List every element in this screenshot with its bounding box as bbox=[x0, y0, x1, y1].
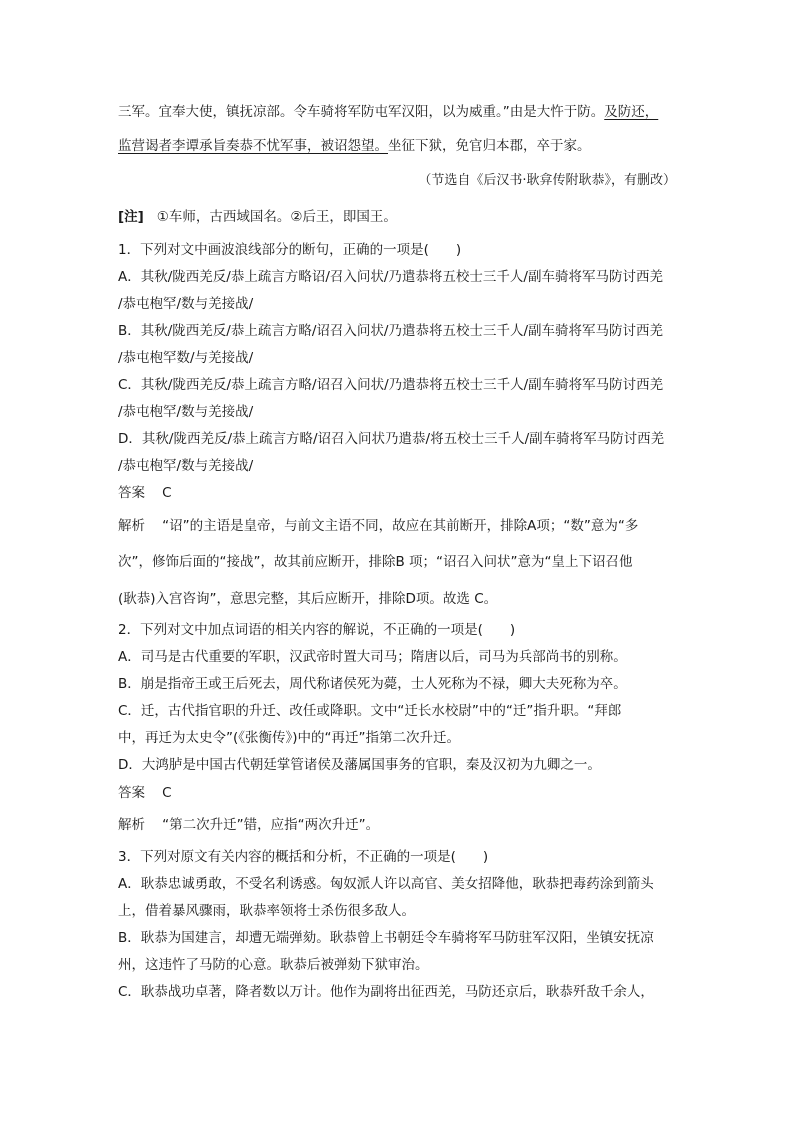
q1-answer bbox=[118, 483, 172, 503]
q3-option-b: B．耿恭为国建言，却遭无端弹劾。耿恭曾上书朝廷令车骑将军马防驻军汉阳，坐镇安抚凉 bbox=[118, 930, 654, 946]
q3-option-a-cont: 上，借着暴风骤雨，耿恭率领将士杀伤很多敌人。 bbox=[118, 903, 415, 919]
q3-stem: 3．下列对原文有关内容的概括和分析，不正确的一项是( ) bbox=[118, 849, 489, 865]
passage-text: 坐征下狱，免官归本郡，卒于家。 bbox=[388, 138, 591, 154]
passage-line-1 bbox=[118, 102, 658, 122]
analysis-label: 解析 bbox=[118, 518, 145, 534]
q1-analysis-3: (耿恭)入宫咨询”，意思完整，其后应断开，排除D项。故选 C。 bbox=[118, 591, 498, 607]
note-label: [注] bbox=[118, 209, 144, 225]
note-line bbox=[118, 207, 397, 227]
source-citation: （节选自《后汉书·耿弇传附耿恭》，有删改） bbox=[418, 173, 676, 188]
q2-option-b: B．崩是指帝王或王后死去，周代称诸侯死为薨，士人死称为不禄，卿大夫死称为卒。 bbox=[118, 676, 627, 692]
underlined-text: 及防还， bbox=[604, 104, 659, 120]
q3-option-b-cont: 州，这违忤了马防的心意。耿恭后被弹劾下狱审治。 bbox=[118, 957, 429, 973]
q1-stem: 1．下列对文中画波浪线部分的断句，正确的一项是( ) bbox=[118, 242, 462, 258]
q2-option-a: A．司马是古代重要的军职，汉武帝时置大司马；隋唐以后，司马为兵部尚书的别称。 bbox=[118, 649, 627, 665]
q1-analysis-1 bbox=[118, 516, 638, 536]
q2-answer bbox=[118, 783, 172, 803]
answer-value: C bbox=[162, 785, 172, 801]
q1-option-d: D．其秋/陇西羌反/恭上疏言方略/诏召入问状乃遣恭/将五校士三千人/副车骑将军马防讨西羌 bbox=[118, 431, 665, 447]
q2-option-c: C．迁，古代指官职的升迁、改任或降职。文中“迁长水校尉”中的“迁”指升职。“拜郎 bbox=[118, 703, 622, 719]
q1-analysis-2: 次”，修饰后面的“接战”，故其前应断开，排除B 项；“诏召入问状”意为“皇上下诏召他 bbox=[118, 554, 633, 570]
q1-option-b: B．其秋/陇西羌反/恭上疏言方略/诏召入问状/乃遣恭将五校士三千人/副车骑将军马防讨西羌 bbox=[118, 323, 664, 339]
analysis-text: “第二次升迁”错，应指“两次升迁”。 bbox=[162, 817, 380, 833]
analysis-label: 解析 bbox=[118, 817, 145, 833]
note-text: ①车师，古西域国名。②后王，即国王。 bbox=[156, 209, 397, 225]
answer-label: 答案 bbox=[118, 785, 145, 801]
q1-option-a-cont: /恭屯枹罕/数与羌接战/ bbox=[118, 296, 254, 312]
underlined-text: 监营谒者李谭承旨奏恭不忧军事，被诏怨望。 bbox=[118, 138, 388, 154]
q2-option-c-cont: 中，再迁为太史令”(《张衡传》)中的“再迁”指第二次升迁。 bbox=[118, 730, 461, 746]
q2-analysis bbox=[118, 815, 379, 835]
q1-option-b-cont: /恭屯枹罕数/与羌接战/ bbox=[118, 350, 254, 366]
passage-line-2 bbox=[118, 136, 591, 156]
answer-value: C bbox=[162, 485, 172, 501]
q1-option-d-cont: /恭屯枹罕/数与羌接战/ bbox=[118, 458, 254, 474]
analysis-text: “诏”的主语是皇帝，与前文主语不同，故应在其前断开，排除A项；“数”意为“多 bbox=[162, 518, 639, 534]
q3-option-c: C．耿恭战功卓著，降者数以万计。他作为副将出征西羌，马防还京后，耿恭歼敌千余人， bbox=[118, 984, 654, 1000]
q3-option-a: A．耿恭忠诚勇敢，不受名利诱惑。匈奴派人许以高官、美女招降他，耿恭把毒药涂到箭头 bbox=[118, 876, 654, 892]
q2-option-d: D．大鸿胪是中国古代朝廷掌管诸侯及藩属国事务的官职，秦及汉初为九卿之一。 bbox=[118, 757, 601, 773]
q2-stem: 2．下列对文中加点词语的相关内容的解说，不正确的一项是( ) bbox=[118, 622, 516, 638]
answer-label: 答案 bbox=[118, 485, 145, 501]
passage-text: 三军。宜奉大使，镇抚凉部。令车骑将军防屯军汉阳，以为威重。”由是大忤于防。 bbox=[118, 104, 605, 120]
q1-option-a: A．其秋/陇西羌反/恭上疏言方略诏/召入问状/乃遣恭将五校士三千人/副车骑将军马防讨西羌 bbox=[118, 269, 663, 285]
q1-option-c: C．其秋/陇西羌反/恭上疏言方略/诏召入问状/乃遣恭将五校士三千人/副车骑将军马防讨西羌 bbox=[118, 377, 664, 393]
q1-option-c-cont: /恭屯枹罕/数与羌接战/ bbox=[118, 404, 254, 420]
